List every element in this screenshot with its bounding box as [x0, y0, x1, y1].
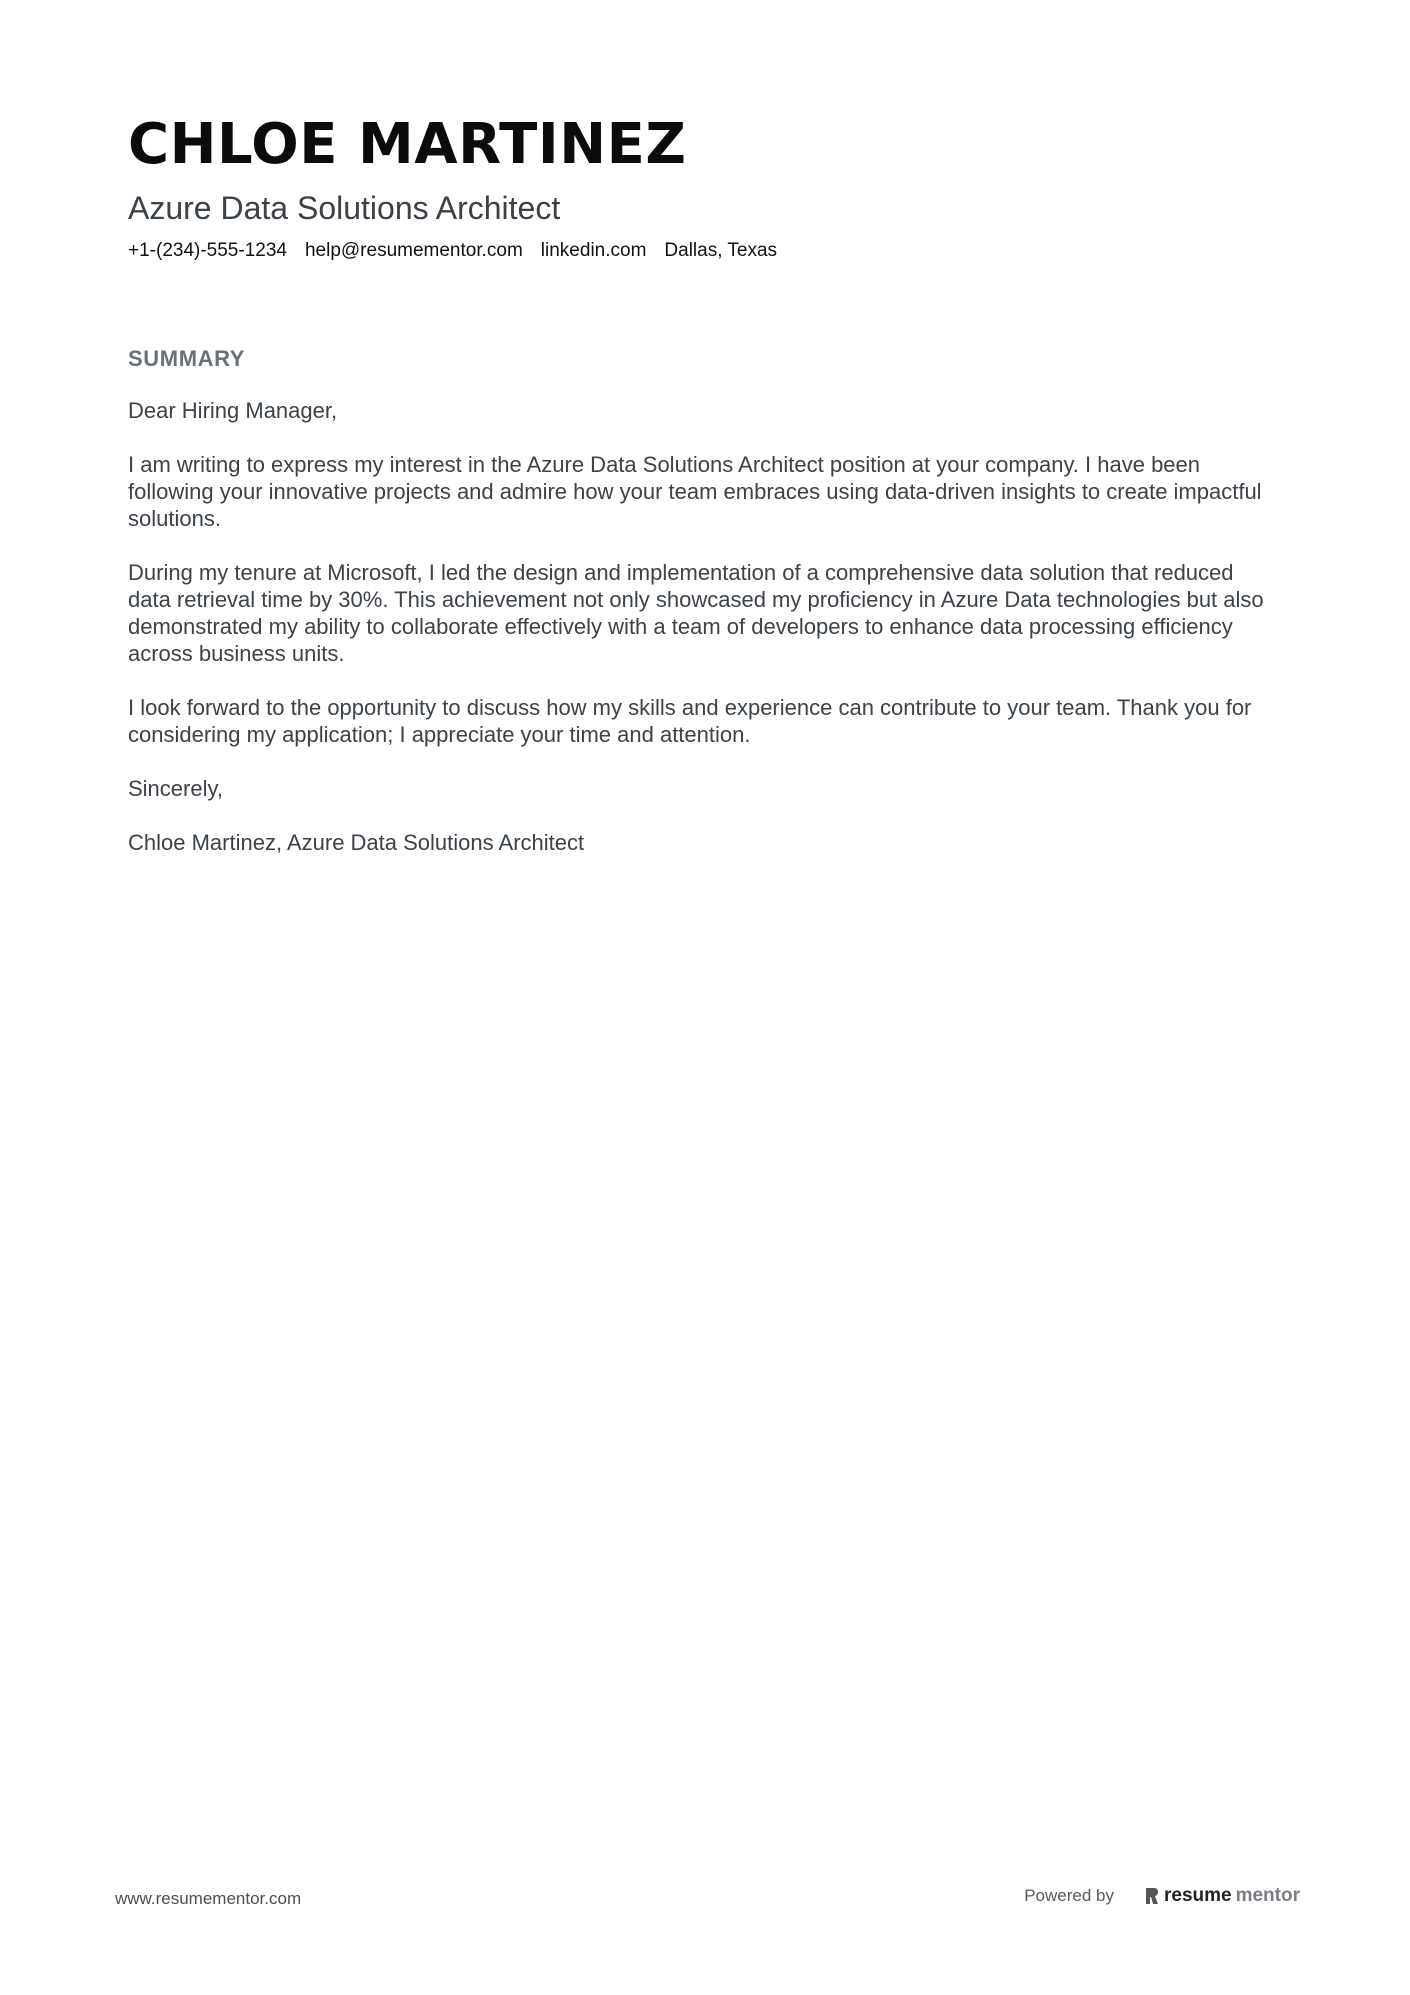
linkedin-link: linkedin.com — [540, 240, 647, 261]
applicant-name: CHLOE MARTINEZ — [128, 112, 687, 177]
phone-number: +1-(234)-555-1234 — [128, 240, 287, 261]
brand-name-bold: resume — [1163, 1885, 1232, 1906]
summary-section — [128, 343, 1278, 883]
resumementor-logo-icon — [1144, 1887, 1160, 1905]
header — [128, 108, 1278, 264]
letter-paragraph-intro: I am writing to express my interest in the Azure Data Solutions Architect position at your company. I have been following your innovative projects and admire how your team embraces using data-driven insights to create impactful solutions. — [128, 452, 1262, 531]
footer-branding — [1024, 1885, 1300, 1907]
brand-logo — [1144, 1885, 1300, 1907]
brand-name-light: mentor — [1235, 1885, 1300, 1906]
powered-by-label: Powered by — [1024, 1886, 1114, 1905]
section-heading-summary: SUMMARY — [128, 346, 246, 371]
contact-info — [128, 238, 1278, 264]
signature: Chloe Martinez, Azure Data Solutions Architect — [128, 830, 585, 855]
footer-website: www.resumementor.com — [115, 1889, 302, 1908]
job-title: Azure Data Solutions Architect — [128, 190, 561, 226]
letter-paragraph-experience: During my tenure at Microsoft, I led the design and implementation of a comprehensive data solution that reduced data retrieval time by 30%. This achievement not only showcased my proficiency in Azure Data technologies but also demonstrated my ability to collaborate effectively with a team of developers to enhance data processing efficiency across business units. — [128, 560, 1264, 666]
location: Dallas, Texas — [664, 240, 778, 261]
sign-off: Sincerely, — [128, 776, 223, 801]
letter-paragraph-closing: I look forward to the opportunity to discuss how my skills and experience can contribute to your team. Thank you for considering my application; I appreciate your time and attention. — [128, 695, 1252, 747]
email-address: help@resumementor.com — [304, 240, 523, 261]
salutation: Dear Hiring Manager, — [128, 398, 338, 423]
